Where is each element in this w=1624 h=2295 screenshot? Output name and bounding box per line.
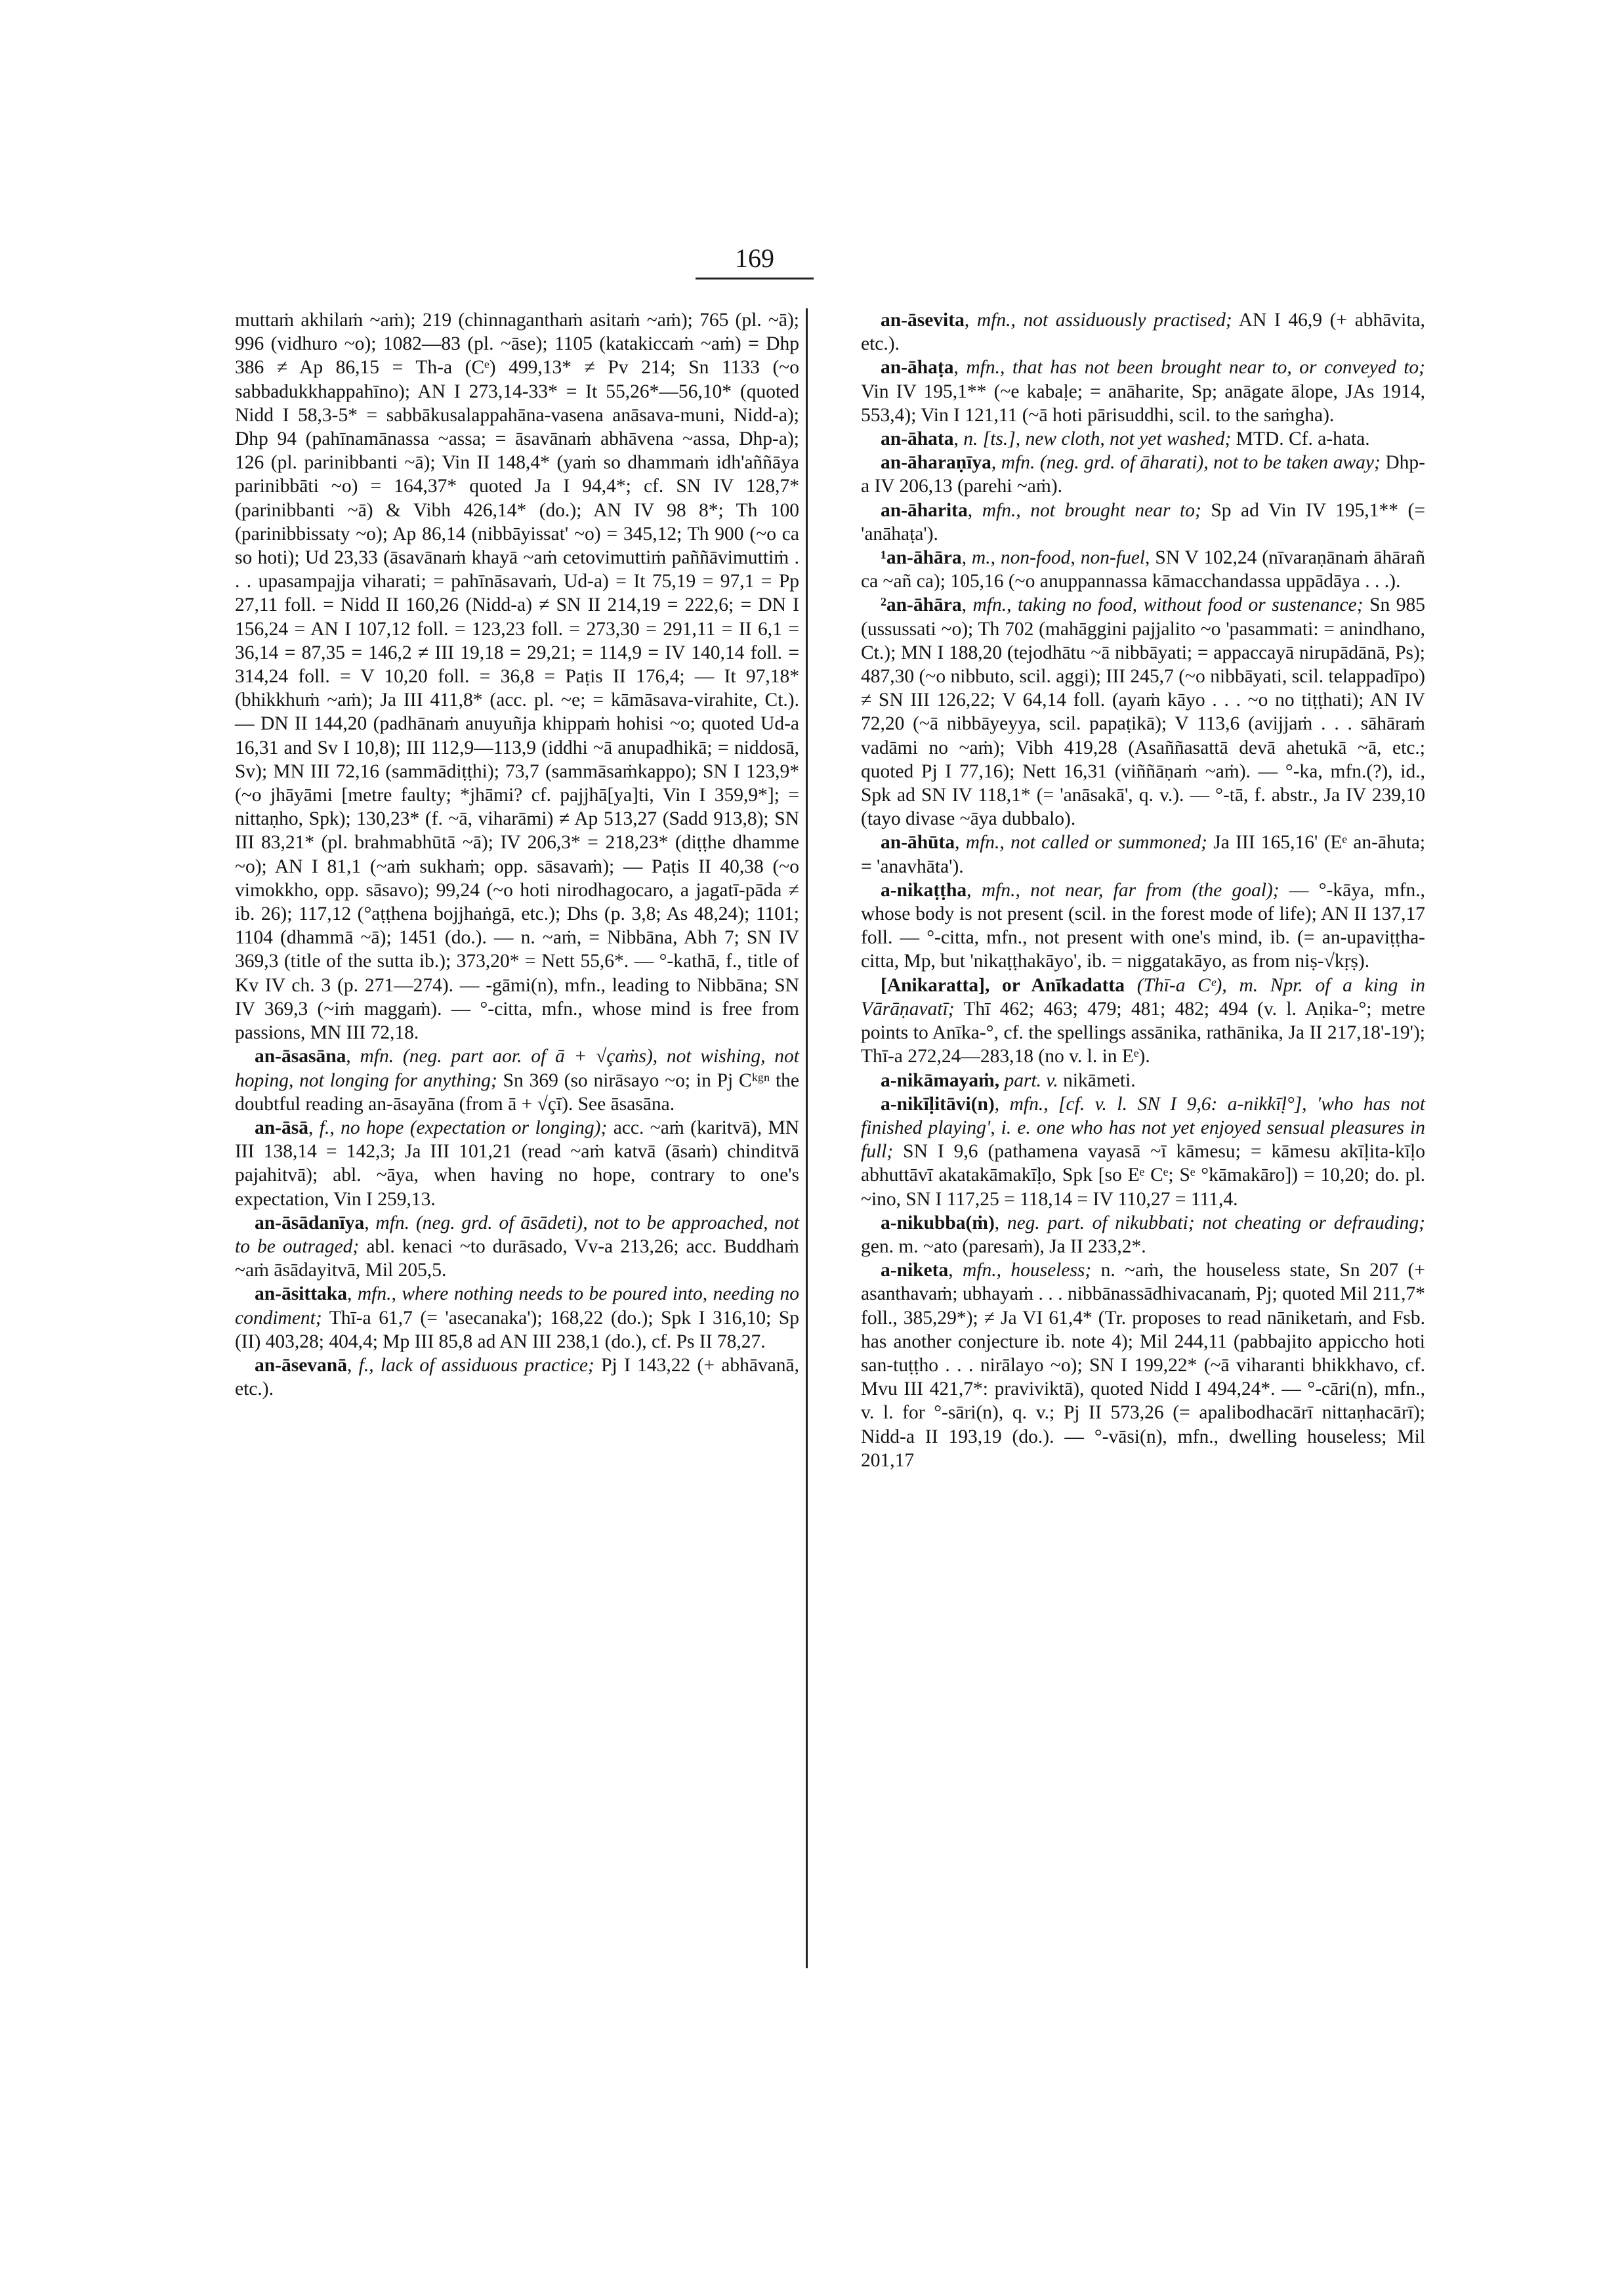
dictionary-entry: a-nikubba(ṁ), neg. part. of nikubbati; not cheating or defrauding; gen. m. ~ato (paresaṁ), Ja II 233,2*. [861,1212,1425,1257]
dictionary-entry: an-āsittaka, mfn., where nothing needs to be poured into, needing no condiment; Thī-a 61,7 (= 'asecanaka'); 168,22 (do.); Spk I 316,10; Sp (II) 403,28; 404,4; Mp III 85,8 ad AN III 238,1 (do.), cf. Ps II 78,27. [235,1283,800,1352]
dictionary-entry: muttaṁ akhilaṁ ~aṁ); 219 (chinnaganthaṁ asitaṁ ~aṁ); 765 (pl. ~ā); 996 (vidhuro ~o); 1082—83 (pl. ~āse); 1105 (katakiccaṁ ~aṁ) = Dhp 386 ≠ Ap 86,15 = Th-a (Cᵉ) 499,13* ≠ Pv 214; Sn 1133 (~o sabbadukkhappahīno); AN I 273,14-33* = It 55,26*—56,10* (quoted Nidd I 58,3-5* = sabbākusalappahāna-vasena anāsava-muni, Nidd-a); Dhp 94 (pahīnamānassa ~assa; = āsavānaṁ abhāvena ~assa, Dhp-a); 126 (pl. parinibbanti ~ā); Vin II 148,4* (yaṁ so dhammaṁ idh'aññāya parinibbāti ~o) = 164,37* quoted Ja I 94,4*; cf. SN IV 128,7* (parinibbanti ~ā) & Vibh 426,14* (do.); AN IV 98 8*; Th 100 (parinibbissaty ~o); Ap 86,14 (nibbāyissat' ~o) = 345,12; Th 900 (~o ca so hoti); Ud 23,33 (āsavānaṁ khayā ~aṁ cetovimuttiṁ paññāvimuttiṁ . . . upasampajja viharati; = pahīnāsavaṁ, Ud-a) = It 75,19 = 97,1 = Pp 27,11 foll. = Nidd II 160,26 (Nidd-a) ≠ SN II 214,19 = 222,6; = DN I 156,24 = AN I 107,12 foll. = 123,23 foll. = 273,30 = 291,11 = II 6,1 = 36,14 = 87,35 = 146,2 ≠ III 19,18 = 29,21; = 114,9 = IV 140,14 foll. = 314,24 foll. = V 10,20 foll. = 36,8 = Paṭis II 176,4; — It 97,18* (bhikkhuṁ ~aṁ); Ja III 411,8* (acc. pl. ~e; = kāmāsava-virahite, Ct.). — DN II 144,20 (padhānaṁ anuyuñja khippaṁ hohisi ~o; quoted Ud-a 16,31 and Sv I 10,8); III 112,9—113,9 (iddhi ~ā anupadhikā; = niddosā, Sv); MN III 72,16 (sammādiṭṭhi); 73,7 (sammāsaṁkappo); SN I 123,9* (~o jhāyāmi [metre faulty; *jhāmi? cf. pajjhā[ya]ti, Vin I 359,9*]; = nittaṇho, Spk); 130,23* (f. ~ā, viharāmi) ≠ Ap 513,27 (Sadd 913,8); SN III 83,21* (pl. brahmabhūtā ~ā); IV 206,3* = 218,23* (diṭṭhe dhamme ~o); AN I 81,1 (~aṁ sukhaṁ; opp. sāsavaṁ); — Paṭis II 40,38 (~o vimokkho, opp. sāsavo); 99,24 (~o hoti nirodhagocaro, a jagatī-pāda ≠ ib. 26); 117,12 (°aṭṭhena bojjhaṅgā, etc.); Dhs (p. 3,8; As 48,24); 1101; 1104 (dhammā ~ā); 1451 (do.). — n. ~aṁ, = Nibbāna, Abh 7; SN IV 369,3 (title of the sutta ib.); 373,20* = Nett 55,6*. — °-kathā, f., title of Kv IV ch. 3 (p. 271—274). — -gāmi(n), mfn., leading to Nibbāna; SN IV 369,3 (~iṁ maggaṁ). — °-citta, mfn., whose mind is free from passions, MN III 72,18. [235,310,799,1044]
dictionary-entry: a-niketa, mfn., houseless; n. ~aṁ, the houseless state, Sn 207 (+ asanthavaṁ; ubhayaṁ . . . nibbānassādhivacanaṁ, Pj; quoted Mil 211,7* foll., 385,29*); ≠ Ja VI 61,4* (Tr. proposes to read nāniketaṁ, and Fsb. has another conjecture ib. note 4); Mil 244,11 (pabbajito appiccho hoti san-tuṭṭho . . . nirālayo ~o); SN I 199,22* (~ā viharanti bhikkhavo, cf. Mvu III 421,7*: praviviktā), quoted Nidd I 494,24*. — °-cāri(n), mfn., v. l. for °-sāri(n), q. v.; Pj II 573,26 (= apalibodhacārī nittaṇhacārī); Nidd-a II 193,19 (do.). — °-vāsi(n), mfn., dwelling houseless; Mil 201,17 [861,1260,1426,1471]
dictionary-entry: ²an-āhāra, mfn., taking no food, without food or sustenance; Sn 985 (ussussati ~o); Th 702 (mahāggini pajjalito ~o 'pasammati: = anindhano, Ct.); MN I 188,20 (tejodhātu ~ā nibbāyati; = appaccayā nirupādānā, Ps); 487,30 (~o nibbuto, scil. aggi); III 245,7 (~o nibbāyati, scil. telappadīpo) ≠ SN III 126,22; V 64,14 foll. (ayaṁ kāyo . . . ~o no tiṭṭhati); AN IV 72,20 (~ā nibbāyeyya, scil. papaṭikā); V 113,6 (avijjaṁ . . . sāhāraṁ vadāmi no ~aṁ); Vibh 419,28 (Asaññasattā devā ahetukā ~ā, etc.; quoted Pj I 77,16); Nett 16,31 (viññāṇaṁ ~aṁ). — °-ka, mfn.(?), id., Spk ad SN IV 118,1* (= 'anāsakā', q. v.). — °-tā, f. abstr., Ja IV 239,10 (tayo divase ~āya dubbalo). [861,594,1425,830]
dictionary-entry: an-āharita, mfn., not brought near to; Sp ad Vin IV 195,1** (= 'anāhaṭa'). [861,499,1425,545]
dictionary-entry: an-āsā, f., no hope (expectation or longing); acc. ~aṁ (karitvā), MN III 138,14 = 142,3; Ja III 101,21 (read ~aṁ katvā (āsaṁ) chinditvā pajahitvā); abl. ~āya, when having no hope, contrary to one's expectation, Vin I 259,13. [235,1117,800,1210]
column-divider [806,308,808,1968]
dictionary-entry: ¹an-āhāra, m., non-food, non-fuel, SN V 102,24 (nīvaraṇānaṁ āhārañ ca ~añ ca); 105,16 (~o anuppannassa kāmacchandassa uppādāya . . .). [861,547,1426,592]
dictionary-entry: an-āhata, n. [ts.], new cloth, not yet washed; MTD. Cf. a-hata. [881,428,1370,450]
dictionary-entry: an-āsasāna, mfn. (neg. part aor. of ā + √çaṁs), not wishing, not hoping, not longing for anything; Sn 369 (so nirāsayo ~o; in Pj Cᵏᵍⁿ the doubtful reading an-āsayāna (from ā + √çī). See āsasāna. [235,1046,799,1115]
dictionary-entry: a-nikāmayaṁ, part. v. nikāmeti. [881,1069,1136,1091]
dictionary-entry: an-āhaṭa, mfn., that has not been brought near to, or conveyed to; Vin IV 195,1** (~e kabaḷe; = anāharite, Sp; anāgate ālope, JAs 1914, 553,4); Vin I 121,11 (~ā hoti pārisuddhi, scil. to the saṁgha). [861,357,1426,426]
right-column [861,308,1425,1472]
left-column [235,308,799,1401]
dictionary-entry: an-āsevanā, f., lack of assiduous practice; Pj I 143,22 (+ abhāvanā, etc.). [235,1354,800,1400]
dictionary-entry: a-nikīḷitāvi(n), mfn., [cf. v. l. SN I 9,6: a-nikkīḷ°], 'who has not finished playing', i. e. one who has not yet enjoyed sensual pleasures in full; SN I 9,6 (pathamena vayasā ~ī kāmesu; = kāmesu akīḷita-kīḷo abhuttāvī akatakāmakīḷo, Spk [so Eᵉ Cᵉ; Sᵉ °kāmakāro]) = 10,20; do. pl. ~ino, SN I 117,25 = 118,14 = IV 110,27 = 111,4. [861,1093,1426,1210]
dictionary-entry: [Anikaratta], or Anīkadatta (Thī-a Cᵉ), m. Npr. of a king in Vārāṇavatī; Thī 462; 463; 479; 481; 482; 494 (v. l. Aṇika-°; metre points to Anīka-°, cf. the spellings assānika, rathānika, Ja II 217,18'-19'); Thī-a 272,24—283,18 (no v. l. in Eᵉ). [861,974,1425,1067]
dictionary-entry: an-āsādanīya, mfn. (neg. grd. of āsādeti), not to be approached, not to be outraged; abl. kenaci ~to durāsado, Vv-a 213,26; acc. Buddhaṁ ~aṁ āsādayitvā, Mil 205,5. [235,1212,799,1281]
page-number: 169 [696,243,814,279]
dictionary-entry: an-āhūta, mfn., not called or summoned; Ja III 165,16' (Eᵉ an-āhuta; = 'anavhāta'). [861,832,1426,877]
dictionary-entry: an-āharaṇīya, mfn. (neg. grd. of āharati), not to be taken away; Dhp-a IV 206,13 (parehi ~aṁ). [861,452,1425,497]
dictionary-entry: a-nikaṭṭha, mfn., not near, far from (the goal); — °-kāya, mfn., whose body is not present (scil. in the forest mode of life); AN II 137,17 foll. — °-citta, mfn., not present with one's mind, ib. (= an-upaviṭṭha-citta, Mp, but 'nikaṭṭhakāyo', ib. = niggatakāyo, as from niṣ-√kṛṣ). [861,879,1425,972]
dictionary-entry: an-āsevita, mfn., not assiduously practised; AN I 46,9 (+ abhāvita, etc.). [861,310,1425,355]
